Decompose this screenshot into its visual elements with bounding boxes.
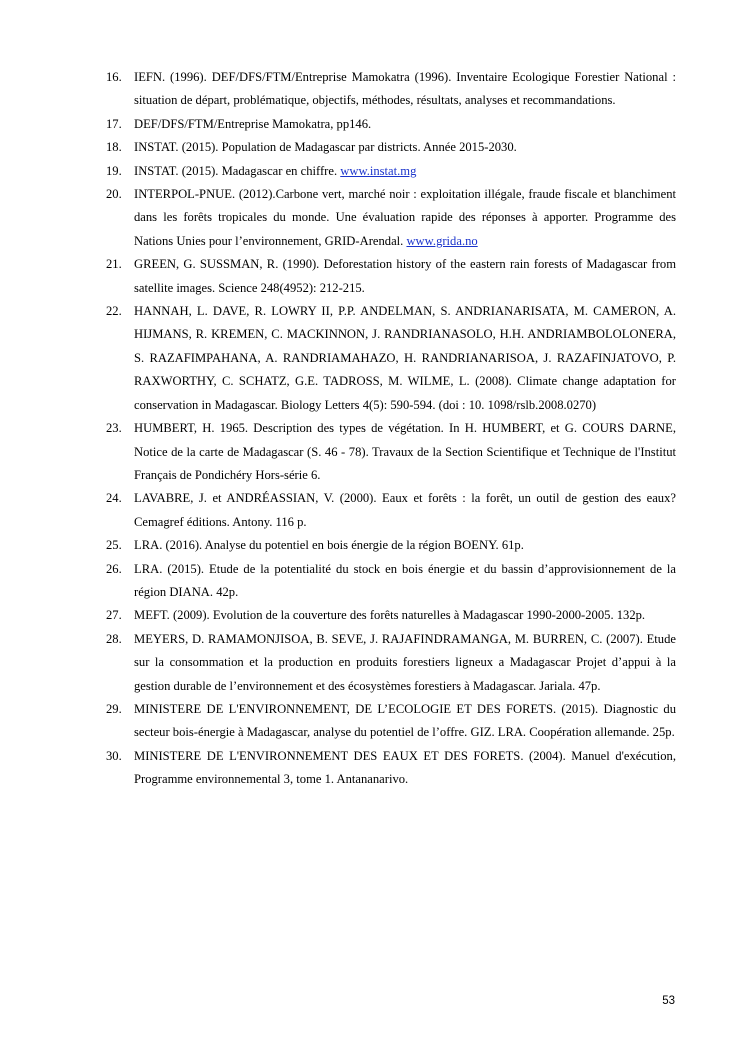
reference-number: 23. — [106, 421, 122, 436]
reference-text: LAVABRE, J. et ANDRÉASSIAN, V. (2000). Eaux et forêts : la forêt, un outil de gestion des eaux? Cemagref éditions. Antony. 116 p. — [134, 491, 676, 529]
reference-number: 18. — [106, 140, 122, 155]
reference-number: 20. — [106, 187, 122, 202]
reference-text: HUMBERT, H. 1965. Description des types de végétation. In H. HUMBERT, et G. COURS DARNE, Notice de la carte de Madagascar (S. 46 - 78). Travaux de la Section Scientifique et Technique de l'Institut Français de Pondichéry Hors-série 6. — [134, 421, 676, 482]
reference-item — [98, 628, 676, 698]
reference-text: LRA. (2016). Analyse du potentiel en bois énergie de la région BOENY. 61p. — [134, 538, 524, 553]
reference-text: GREEN, G. SUSSMAN, R. (1990). Deforestation history of the eastern rain forests of Madagascar from satellite images. Science 248(4952): 212-215. — [134, 257, 676, 295]
reference-text: HANNAH, L. DAVE, R. LOWRY II, P.P. ANDELMAN, S. ANDRIANARISATA, M. CAMERON, A. HIJMANS, R. KREMEN, C. MACKINNON, J. RANDRIANASOLO, H.H. ANDRIAMBOLOLONERA, S. RAZAFIMPAHANA, A. RANDRIAMAHAZO, H. RANDRIANARISOA, J. RAZAFINJATOVO, P. RAXWORTHY, C. SCHATZ, G.E. TADROSS, M. WILME, L. (2008). Climate change adaptation for conservation in Madagascar. Biology Letters 4(5): 590-594. (doi : 10. 1098/rslb.2008.0270) — [134, 304, 676, 412]
reference-text: INTERPOL-PNUE. (2012).Carbone vert, marché noir : exploitation illégale, fraude fiscale et blanchiment dans les forêts tropicales du monde. Une évaluation rapide des réponses à apporter. Programme des Nations Unies pour l’environnement, GRID-Arendal. — [134, 187, 676, 248]
reference-text: LRA. (2015). Etude de la potentialité du stock en bois énergie et du bassin d’approvisionnement de la région DIANA. 42p. — [134, 561, 676, 599]
reference-text: DEF/DFS/FTM/Entreprise Mamokatra, pp146. — [134, 116, 372, 131]
reference-text: MEFT. (2009). Evolution de la couverture des forêts naturelles à Madagascar 1990-2000-2005. 132p. — [134, 608, 646, 623]
reference-number: 25. — [106, 538, 122, 553]
reference-item — [98, 558, 676, 605]
reference-item — [98, 253, 676, 300]
reference-item — [98, 160, 676, 183]
reference-item — [98, 113, 676, 136]
reference-number: 27. — [106, 608, 122, 623]
reference-list — [98, 66, 676, 792]
reference-number: 24. — [106, 491, 122, 506]
reference-item — [98, 745, 676, 792]
reference-item — [98, 487, 676, 534]
reference-text: INSTAT. (2015). Population de Madagascar par districts. Année 2015-2030. — [134, 140, 517, 155]
reference-item — [98, 183, 676, 253]
page-number: 53 — [662, 995, 675, 1007]
reference-text: MINISTERE DE L'ENVIRONNEMENT, DE L’ECOLOGIE ET DES FORETS. (2015). Diagnostic du secteur bois-énergie à Madagascar, analyse du potentiel de l’offre. GIZ. LRA. Coopération allemande. 25p. — [134, 701, 676, 740]
reference-text: MEYERS, D. RAMAMONJISOA, B. SEVE, J. RAJAFINDRAMANGA, M. BURREN, C. (2007). Etude sur la consommation et la production en produits forestiers ligneux a Madagascar Projet d’appui à la gestion durable de l’environnement et des écosystèmes forestiers à Madagascar. Jariala. 47p. — [134, 631, 676, 693]
reference-number: 30. — [106, 748, 122, 763]
reference-item — [98, 300, 676, 417]
reference-item — [98, 604, 676, 627]
reference-item — [98, 417, 676, 487]
reference-text: IEFN. (1996). DEF/DFS/FTM/Entreprise Mamokatra (1996). Inventaire Ecologique Forestier National : situation de départ, problématique, objectifs, méthodes, résultats, analyses et recommandations. — [134, 70, 676, 108]
reference-number: 28. — [106, 631, 122, 646]
reference-number: 21. — [106, 257, 122, 272]
reference-item — [98, 534, 676, 557]
reference-number: 26. — [106, 561, 122, 576]
reference-number: 22. — [106, 304, 122, 319]
reference-number: 29. — [106, 701, 122, 716]
reference-number: 17. — [106, 116, 122, 131]
reference-item — [98, 136, 676, 159]
reference-text: INSTAT. (2015). Madagascar en chiffre. — [134, 163, 341, 178]
reference-link[interactable]: www.instat.mg — [340, 163, 417, 178]
reference-item — [98, 698, 676, 745]
reference-number: 19. — [106, 163, 122, 178]
reference-number: 16. — [106, 70, 122, 84]
reference-link[interactable]: www.grida.no — [406, 233, 478, 248]
reference-item — [98, 66, 676, 113]
reference-text: MINISTERE DE L'ENVIRONNEMENT DES EAUX ET DES FORETS. (2004). Manuel d'exécution, Programme environnemental 3, tome 1. Antananarivo. — [134, 748, 676, 787]
